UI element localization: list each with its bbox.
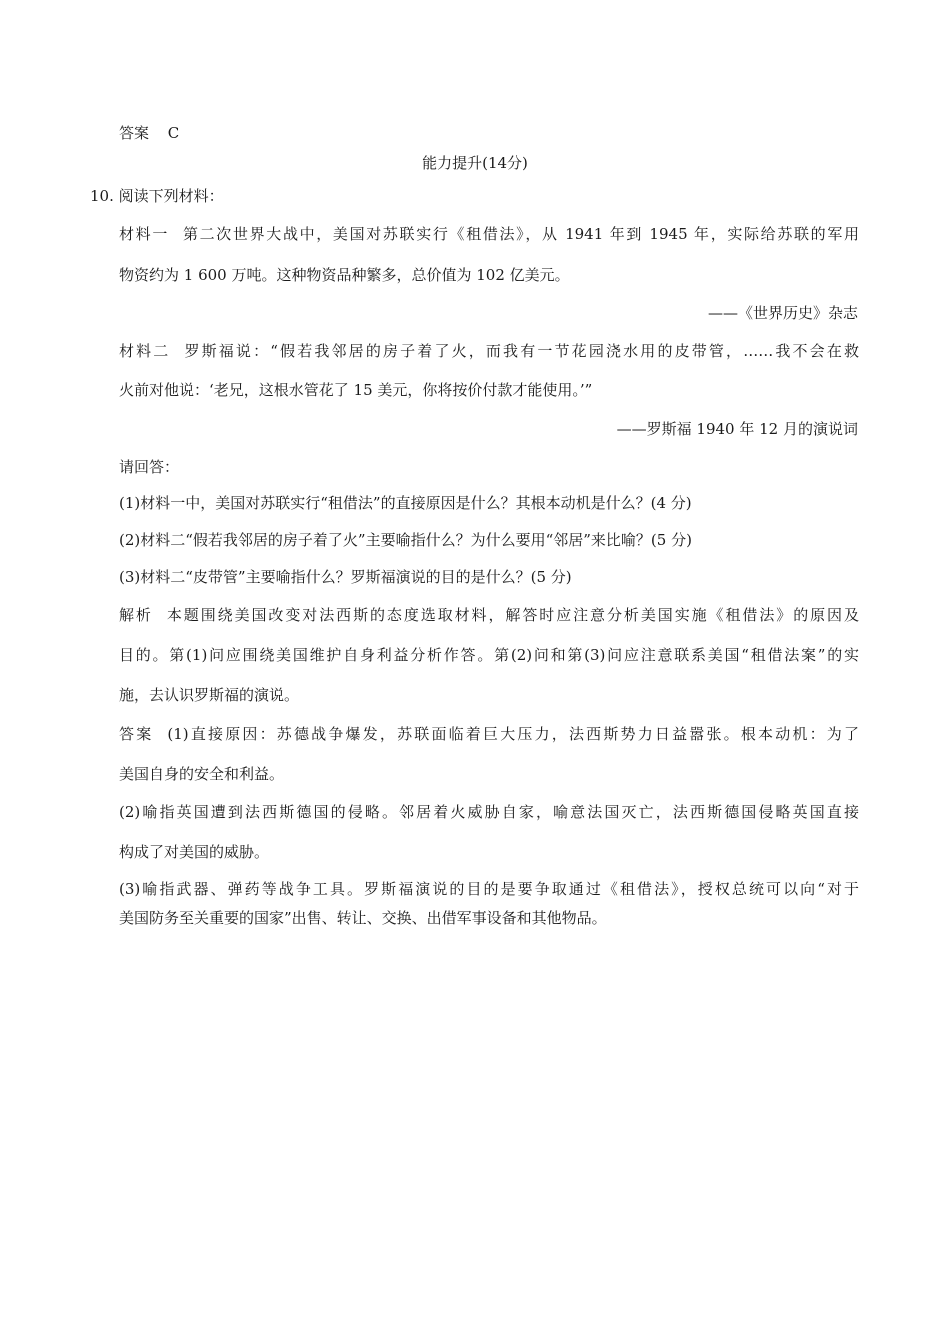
section-title: 能力提升(14分): [422, 154, 528, 172]
material1-text1: 第二次世界大战中，美国对苏联实行《租借法》，从 1941 年到 1945 年，实际给苏联的军用: [182, 225, 859, 243]
prev-answer: [119, 123, 179, 143]
answer-a3-line2: 美国防务至关重要的国家”出售、转让、交换、出借军事设备和其他物品。: [119, 909, 607, 927]
material2-source: ——罗斯福 1940 年 12 月的演说词: [616, 420, 858, 438]
analysis-line2: [119, 645, 859, 665]
material2-line1: [119, 341, 859, 361]
answer-a3-line1: [119, 879, 859, 899]
prev-answer-label: 答案: [119, 124, 150, 142]
analysis-label: 解析: [119, 606, 153, 624]
material1-line1: [119, 224, 859, 244]
answer-a3-text1: (3)喻指武器、弹药等战争工具。罗斯福演说的目的是要争取通过《租借法》，授权总统可以向“对于: [119, 880, 859, 898]
material1-label: 材料一: [119, 225, 169, 243]
material2-text1: 罗斯福说：“假若我邻居的房子着了火，而我有一节花园浇水用的皮带管，……我不会在救: [184, 342, 859, 360]
answer-a1-line2: 美国自身的安全和利益。: [119, 765, 285, 783]
answer-line1: [119, 724, 859, 744]
question-ask: 请回答：: [119, 458, 180, 476]
prev-answer-value: C: [167, 124, 180, 142]
analysis-line1: [119, 605, 859, 625]
question-prompt: 阅读下列材料：: [118, 187, 224, 205]
answer-a1-text1: (1)直接原因：苏德战争爆发，苏联面临着巨大压力，法西斯势力日益嚣张。根本动机：为了: [167, 725, 859, 743]
material2-line2: 火前对他说：‘老兄，这根水管花了 15 美元，你将按价付款才能使用。’”: [119, 381, 593, 399]
analysis-text2: 目的。第(1)问应围绕美国维护自身利益分析作答。第(2)问和第(3)问应注意联系美国“租借法案”的实: [119, 646, 859, 664]
material1-source: ——《世界历史》杂志: [707, 304, 858, 322]
answer-a2-text1: (2)喻指英国遭到法西斯德国的侵略。邻居着火威胁自家，喻意法国灭亡，法西斯德国侵略英国直接: [119, 803, 859, 821]
sub-question-3: (3)材料二“皮带管”主要喻指什么？罗斯福演说的目的是什么？(5 分): [119, 568, 572, 586]
sub-question-1: (1)材料一中，美国对苏联实行“租借法”的直接原因是什么？其根本动机是什么？(4 分): [119, 494, 692, 512]
question-header: [90, 186, 224, 206]
answer-a2-line1: [119, 802, 859, 822]
sub-question-2: (2)材料二“假若我邻居的房子着了火”主要喻指什么？为什么要用“邻居”来比喻？(5 分): [119, 531, 692, 549]
material1-line2: 物资约为 1 600 万吨。这种物资品种繁多，总价值为 102 亿美元。: [119, 266, 570, 284]
answer-label: 答案: [119, 725, 154, 743]
material2-label: 材料二: [119, 342, 171, 360]
analysis-text1: 本题围绕美国改变对法西斯的态度选取材料，解答时应注意分析美国实施《租借法》的原因及: [166, 606, 859, 624]
analysis-line3: 施，去认识罗斯福的演说。: [119, 686, 300, 704]
question-number: 10.: [90, 187, 114, 205]
answer-a2-line2: 构成了对美国的威胁。: [119, 843, 270, 861]
